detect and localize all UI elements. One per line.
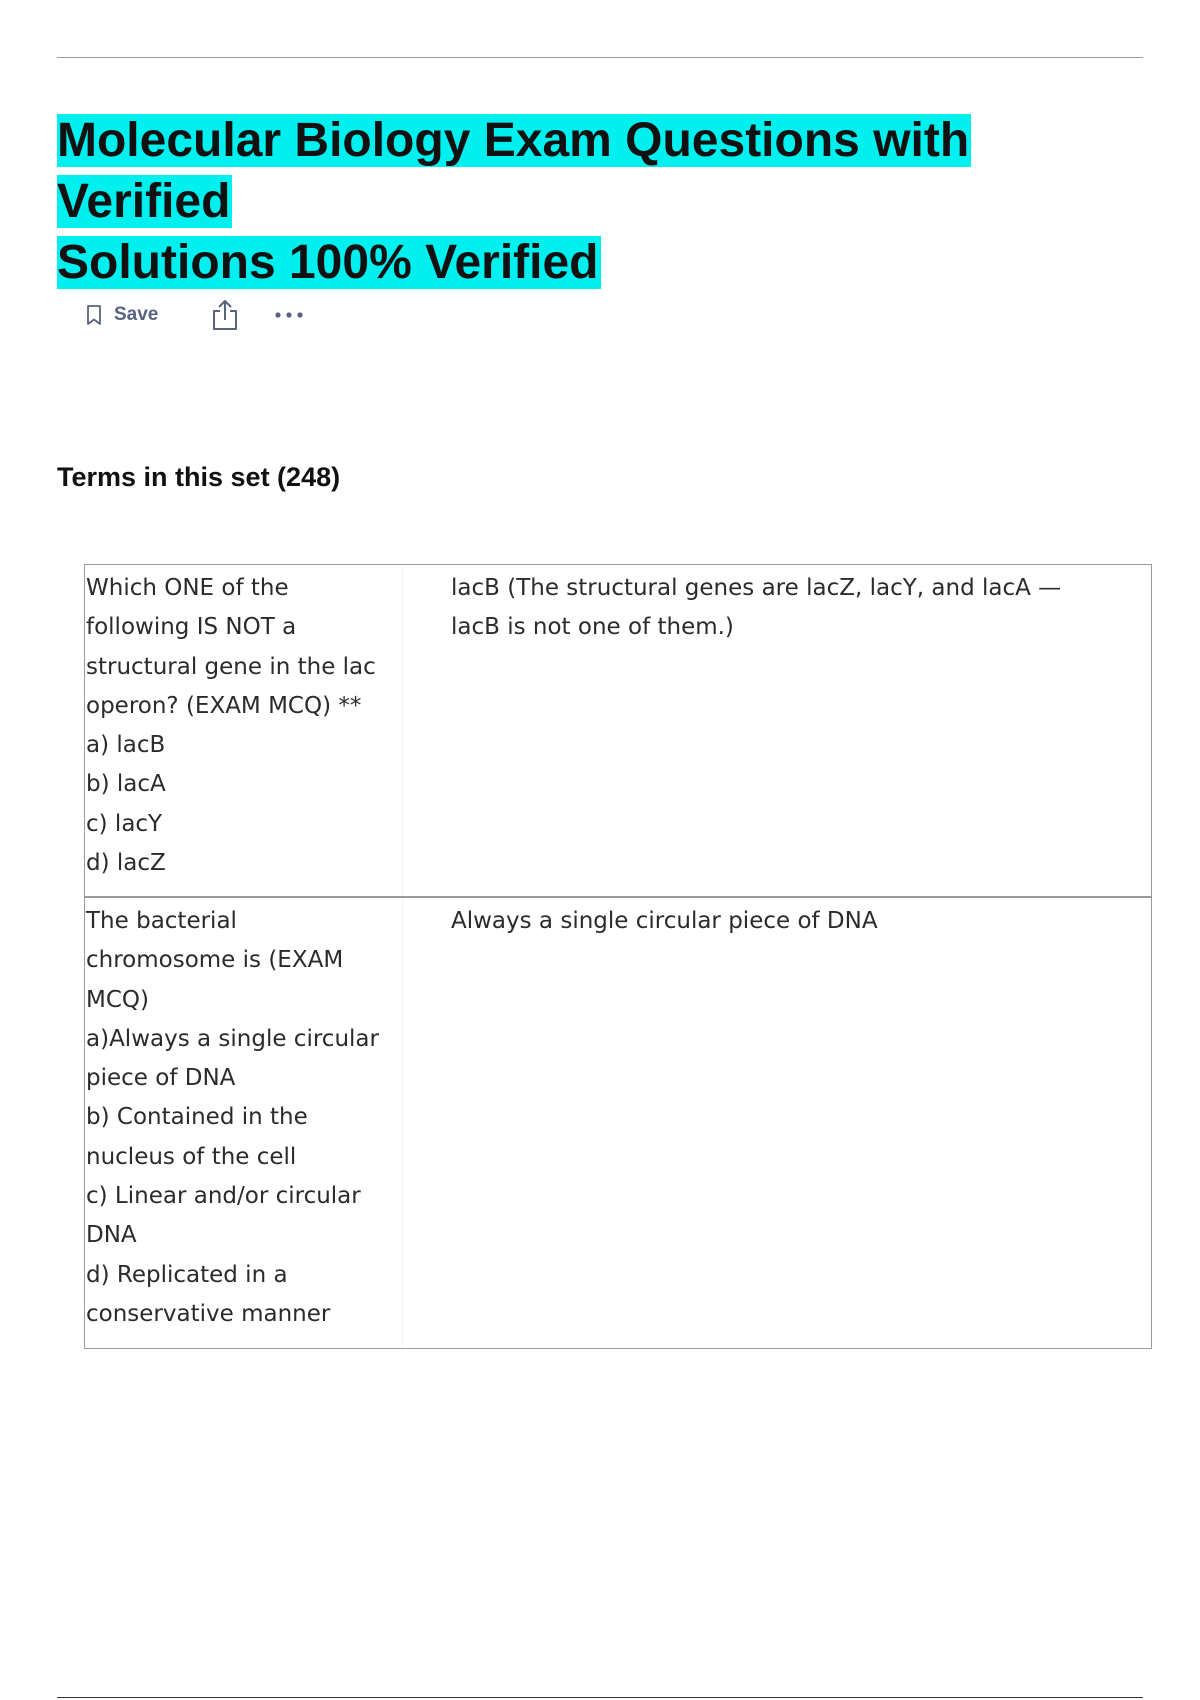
save-label: Save xyxy=(114,304,159,325)
term-line: d) Replicated in a xyxy=(86,1261,288,1288)
more-icon xyxy=(274,311,304,319)
term-line: d) lacZ xyxy=(86,850,166,877)
title-line-1: Molecular Biology Exam Questions with Verified xyxy=(57,114,970,228)
save-button[interactable] xyxy=(86,304,158,326)
definition-text xyxy=(403,898,1151,1348)
definition-text xyxy=(403,565,1151,896)
definition-line: Always a single circular piece of DNA xyxy=(451,908,878,934)
terms-table xyxy=(84,564,1152,1349)
term-line: conservative manner xyxy=(86,1300,331,1327)
bookmark-icon xyxy=(86,304,102,326)
term-line: c) lacY xyxy=(86,810,163,837)
term-line: The bacterial xyxy=(86,908,237,934)
term-card xyxy=(85,896,1151,1348)
term-line: b) Contained in the xyxy=(86,1104,308,1131)
share-button[interactable] xyxy=(210,298,240,332)
more-options-button[interactable] xyxy=(274,311,304,319)
title-block xyxy=(57,110,1147,293)
bottom-divider xyxy=(57,1697,1143,1698)
term-line: MCQ) xyxy=(86,986,149,1013)
title-line-2: Solutions 100% Verified xyxy=(57,236,599,289)
term-text xyxy=(85,898,403,1348)
term-line: DNA xyxy=(86,1222,137,1249)
term-line: nucleus of the cell xyxy=(86,1143,297,1170)
term-line: Which ONE of the xyxy=(86,575,289,601)
term-line: a)Always a single circular xyxy=(86,1025,379,1052)
term-line: b) lacA xyxy=(86,771,166,798)
term-line: a) lacB xyxy=(86,732,166,759)
definition-line: lacB (The structural genes are lacZ, lacY, and lacA — xyxy=(451,575,1062,601)
top-divider xyxy=(57,57,1143,58)
term-line: piece of DNA xyxy=(86,1065,236,1092)
term-line: structural gene in the lac xyxy=(86,653,376,680)
terms-count-heading: Terms in this set (248) xyxy=(57,462,341,492)
term-line: operon? (EXAM MCQ) ** xyxy=(86,692,362,719)
term-line: c) Linear and/or circular xyxy=(86,1183,361,1210)
term-card xyxy=(85,565,1151,896)
share-icon xyxy=(210,298,240,332)
term-text xyxy=(85,565,403,896)
definition-line: lacB is not one of them.) xyxy=(451,614,734,641)
document-title xyxy=(57,110,1147,293)
term-line: chromosome is (EXAM xyxy=(86,947,344,974)
term-line: following IS NOT a xyxy=(86,614,297,641)
toolbar xyxy=(86,295,304,335)
